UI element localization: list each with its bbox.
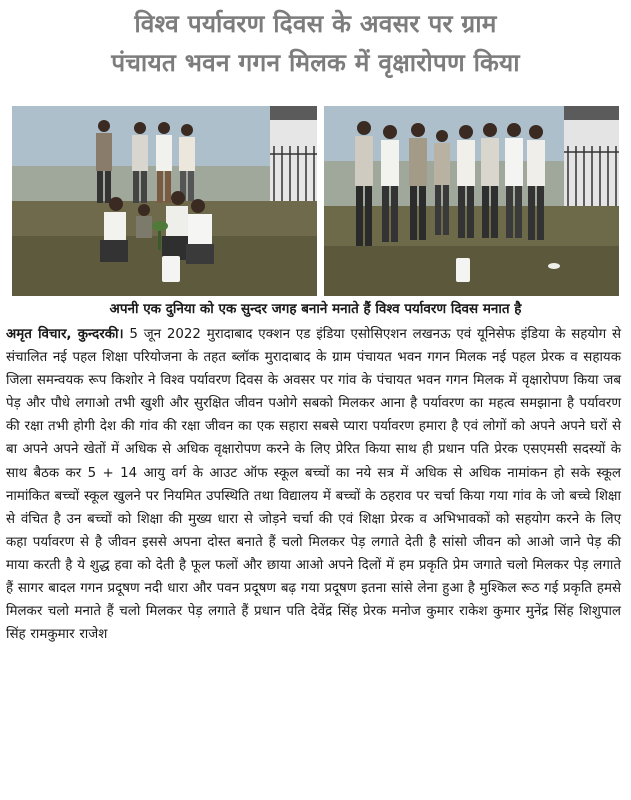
photo-tree-planting-group: [12, 106, 317, 296]
article-text: 5 जून 2022 मुरादाबाद एक्शन एड इंडिया एसोसिएशन लखनऊ एवं यूनिसेफ इंडिया के सहयोग से संचालित नई पहल शिक्षा परियोजना के तहत ब्लॉक मुरादाबाद के ग्राम पंचायत भवन गगन मिलक नई पहल प्रेरक व सहायक जिला समन्वयक रूप किशोर ने विश्व पर्यावरण दिवस के अवसर पर गांव के पंचायत भवन गगन मिलक में वृक्षारोपण किया जब पेड़ और पौधे लगाओ तभी खुशी और सुरक्षित जीवन पओगे सबको मिलकर आना है पर्यावरण का महत्व समझाना है पर्यावरण की रक्षा तभी होगी देश की गांव की रक्षा जीवन का एक सहारा सबसे प्यारा पर्यावरण हमारा है एवं लोगों को अपने अपने घरों से बा अपने अपने खेतों में अधिक से अधिक वृक्षारोपण करने के लिए प्रेरित किया साथ ही प्रधान पति प्रेरक एसएमसी सदस्यों के साथ बैठक कर 5 + 14 आयु वर्ग के आउट ऑफ स्कूल बच्चों का नये सत्र में अधिक से अधिक नामांकन हो सके स्कूल नामांकित बच्चों स्कूल खुलने पर नियमित उपस्थिति तथा विद्यालय में बच्चों के ठहराव पर चर्चा किया गया गांव के जो बच्चे शिक्षा से वंचित है उन बच्चों को शिक्षा की मुख्य धारा से जोड़ने चर्चा की एवं शिक्षा प्रेरक व अभिभावकों को सहयोग करने के लिए कहा पर्यावरण से है जीवन इससे अपना दोस्त बनाते हैं चलो मिलकर पेड़ लगाते देती है सांसो जीवन को आओ जाने पेड़ की माया करती है ये शुद्ध हवा को देती है फूल फलों और छाया आओ अपने दिलों में हम प्रकृति प्रेम जगाते चलो मिलकर पेड़ लगाते हैं सागर बादल गगन प्रदूषण नदी धारा और पवन प्रदूषण बढ़ गया प्रदूषण इतना सांसे लेना हुआ है मुश्किल रूठ गई प्रकृति हमसे मिलकर चलो मनाते हैं चलो मिलकर पेड़ लगाते हैं प्रधान पति देवेंद्र सिंह प्रेरक मनोज कुमार राकेश कुमार मुनेंद्र सिंह शिशुपाल सिंह रामकुमार राजेश: [6, 327, 621, 643]
article-dateline: अमृत विचार, कुन्दरकी।: [6, 327, 124, 342]
headline-line-2: पंचायत भवन गगन मिलक में वृक्षारोपण किया: [111, 48, 520, 77]
headline: [0, 4, 631, 82]
photo-caption: अपनी एक दुनिया को एक सुन्दर जगह बनाने मनाते हैं विश्व पर्यावरण दिवस मनात है: [109, 301, 522, 317]
article-body: [6, 323, 621, 646]
photo-group-standing: [324, 106, 619, 296]
headline-line-1: विश्व पर्यावरण दिवस के अवसर पर ग्राम: [134, 9, 497, 38]
